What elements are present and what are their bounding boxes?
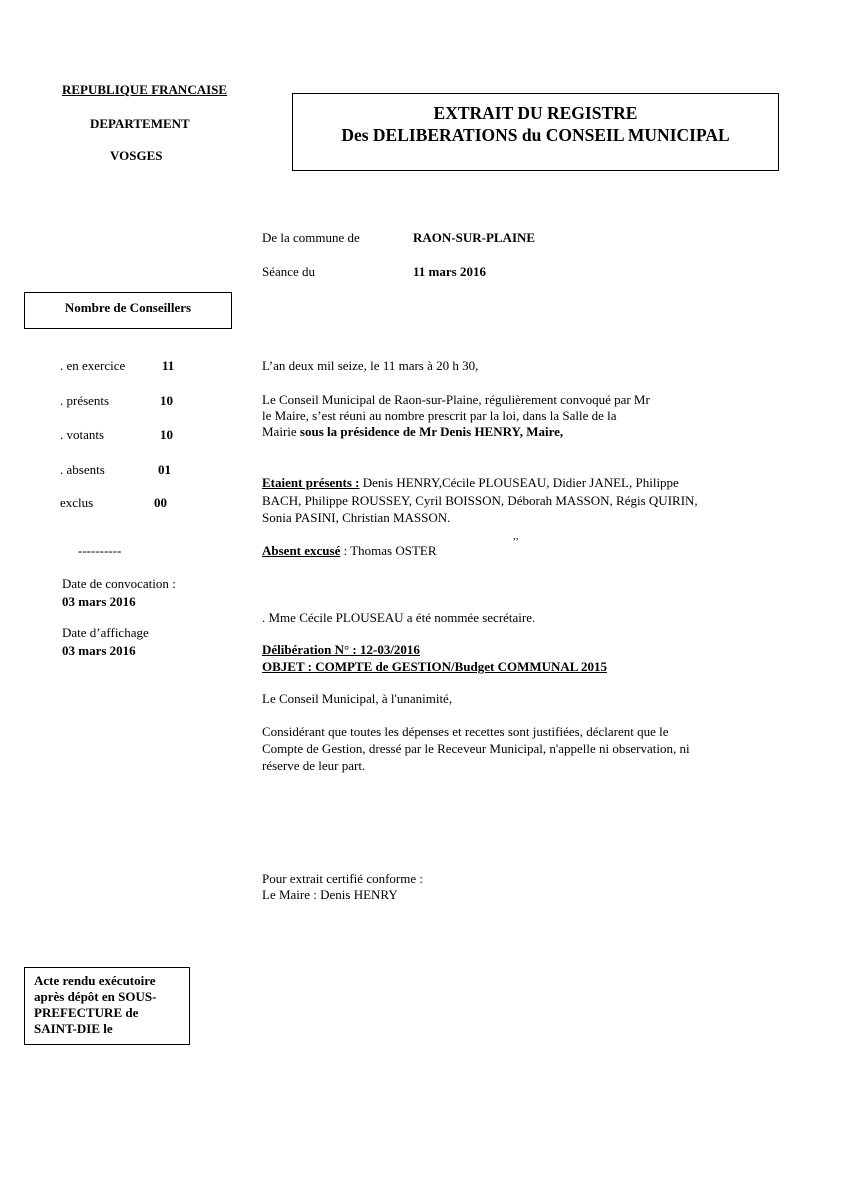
commune-name: RAON-SUR-PLAINE: [413, 230, 536, 245]
commune-label: De la commune de: [262, 230, 360, 245]
conseillers-row-value: 10: [160, 427, 173, 442]
separator: ----------: [78, 543, 122, 558]
conseillers-row-value: 11: [162, 358, 175, 373]
presents-line-2: BACH, Philippe ROUSSEY, Cyril BOISSON, Déborah MASSON, Régis QUIRIN,: [262, 493, 698, 508]
conseillers-row-value: 01: [158, 462, 171, 477]
convocation-line-2: le Maire, s’est réuni au nombre prescrit par la loi, dans la Salle de la: [262, 408, 617, 423]
conseillers-box: [24, 292, 232, 329]
secretaire-line: . Mme Cécile PLOUSEAU a été nommée secrétaire.: [262, 610, 536, 625]
presidence-text: sous la présidence de Mr Denis HENRY, Maire,: [299, 424, 564, 439]
conseillers-title: Nombre de Conseillers: [64, 300, 192, 315]
acte-line-4: SAINT-DIE le: [34, 1021, 113, 1036]
convocation-date: 03 mars 2016: [62, 594, 136, 609]
convocation-label: Date de convocation :: [62, 576, 176, 591]
absent-label: Absent excusé: [262, 543, 341, 558]
considerant-line-1: Considérant que toutes les dépenses et recettes sont justifiées, déclarent que le: [262, 724, 669, 739]
presents-line-1: [262, 475, 679, 491]
affichage-date: 03 mars 2016: [62, 643, 136, 658]
conseillers-row-label: . votants: [60, 427, 105, 442]
absent-line: [262, 543, 437, 559]
convocation-line-3: [262, 424, 563, 440]
objet-label: OBJET :: [262, 659, 312, 674]
departement-name: VOSGES: [110, 148, 163, 163]
objet-line: [262, 659, 607, 675]
conseillers-row-label: . absents: [60, 462, 105, 477]
affichage-label: Date d’affichage: [62, 625, 149, 640]
acte-line-2: après dépôt en SOUS-: [34, 989, 157, 1004]
republique-heading: REPUBLIQUE FRANCAISE: [62, 82, 228, 97]
deliberation-number: Délibération N° : 12-03/2016: [262, 642, 420, 657]
extrait-line: Pour extrait certifié conforme :: [262, 871, 423, 886]
absent-name: : Thomas OSTER: [340, 543, 437, 558]
conseillers-row-label: exclus: [60, 495, 94, 510]
title-line-2: Des DELIBERATIONS du CONSEIL MUNICIPAL: [341, 125, 730, 145]
convocation-mairie: Mairie: [262, 424, 300, 439]
acte-box: [24, 967, 190, 1045]
intro-line: L’an deux mil seize, le 11 mars à 20 h 30,: [262, 358, 479, 373]
conseillers-row-value: 00: [154, 495, 167, 510]
convocation-line-1: Le Conseil Municipal de Raon-sur-Plaine, régulièrement convoqué par Mr: [262, 392, 650, 407]
presents-label: Etaient présents :: [262, 475, 360, 490]
conseillers-row-label: . en exercice: [60, 358, 126, 373]
acte-line-1: Acte rendu exécutoire: [34, 973, 156, 988]
maire-signature: Le Maire : Denis HENRY: [262, 887, 398, 902]
stray-mark: ,,: [513, 530, 519, 542]
departement-label: DEPARTEMENT: [90, 116, 190, 131]
seance-label: Séance du: [262, 264, 316, 279]
seance-date: 11 mars 2016: [413, 264, 486, 279]
unanimite-line: Le Conseil Municipal, à l'unanimité,: [262, 691, 453, 706]
objet-value: COMPTE de GESTION/Budget COMMUNAL 2015: [311, 659, 608, 674]
title-line-1: EXTRAIT DU REGISTRE: [433, 103, 638, 123]
considerant-line-3: réserve de leur part.: [262, 758, 366, 773]
acte-line-3: PREFECTURE de: [34, 1005, 139, 1020]
conseillers-row-label: . présents: [60, 393, 110, 408]
presents-line-3: Sonia PASINI, Christian MASSON.: [262, 510, 451, 525]
considerant-line-2: Compte de Gestion, dressé par le Receveur Municipal, n'appelle ni observation, ni: [262, 741, 690, 756]
presents-names-1: Denis HENRY,Cécile PLOUSEAU, Didier JANEL, Philippe: [359, 475, 679, 490]
conseillers-row-value: 10: [160, 393, 173, 408]
title-box: [292, 93, 779, 171]
